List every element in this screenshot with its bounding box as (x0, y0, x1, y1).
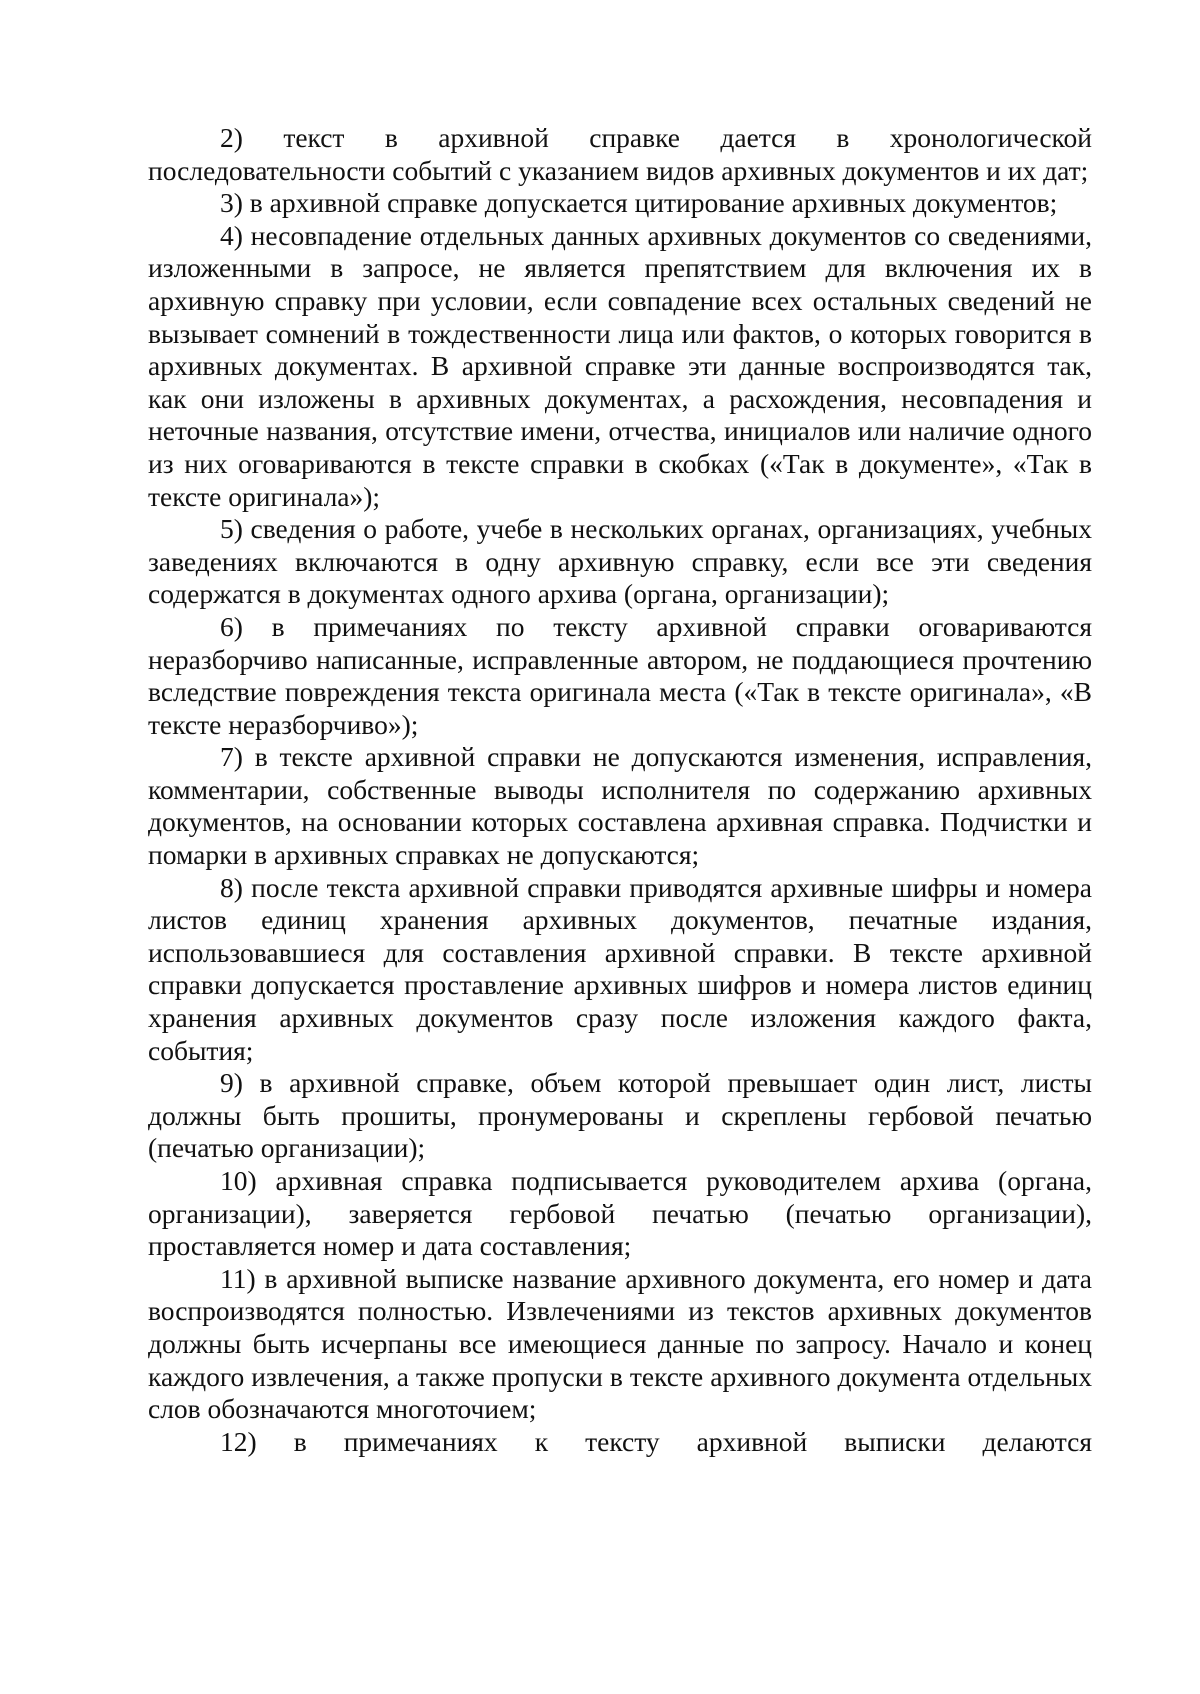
paragraph-item-8: 8) после текста архивной справки приводятся архивные шифры и номера листов единиц хранения архивных документов, печатные издания, использовавшиеся для составления архивной справки. В тексте архивной справки допускается проставление архивных шифров и номера листов единиц хранения архивных документов сразу после изложения каждого факта, события; (148, 871, 1092, 1066)
paragraph-item-4: 4) несовпадение отдельных данных архивных документов со сведениями, изложенными в запросе, не является препятствием для включения их в архивную справку при условии, если совпадение всех остальных сведений не вызывает сомнений в тождественности лица или фактов, о которых говорится в архивных документах. В архивной справке эти данные воспроизводятся так, как они изложены в архивных документах, а расхождения, несовпадения и неточные названия, отсутствие имени, отчества, инициалов или наличие одного из них оговариваются в тексте справки в скобках («Так в документе», «Так в тексте оригинала»); (148, 219, 1092, 512)
paragraph-item-7: 7) в тексте архивной справки не допускаются изменения, исправления, комментарии, собственные выводы исполнителя по содержанию архивных документов, на основании которых составлена архивная справка. Подчистки и помарки в архивных справках не допускаются; (148, 741, 1092, 871)
document-page (148, 122, 1092, 1458)
paragraph-item-5: 5) сведения о работе, учебе в нескольких органах, организациях, учебных заведениях включаются в одну архивную справку, если все эти сведения содержатся в документах одного архива (органа, организации); (148, 513, 1092, 610)
paragraph-item-2: 2) текст в архивной справке дается в хронологической последовательности событий с указанием видов архивных документов и их дат; (148, 122, 1092, 186)
paragraph-item-12: 12) в примечаниях к тексту архивной выписки делаются (220, 1425, 1092, 1457)
paragraph-item-3: 3) в архивной справке допускается цитирование архивных документов; (220, 187, 1058, 219)
paragraph-item-9: 9) в архивной справке, объем которой превышает один лист, листы должны быть прошиты, пронумерованы и скреплены гербовой печатью (печатью организации); (148, 1067, 1092, 1164)
paragraph-item-10: 10) архивная справка подписывается руководителем архива (органа, организации), заверяется гербовой печатью (печатью организации), проставляется номер и дата составления; (148, 1165, 1092, 1262)
paragraph-item-11: 11) в архивной выписке название архивного документа, его номер и дата воспроизводятся полностью. Извлечениями из текстов архивных документов должны быть исчерпаны все имеющиеся данные по запросу. Начало и конец каждого извлечения, а также пропуски в тексте архивного документа отдельных слов обозначаются многоточием; (148, 1262, 1092, 1425)
paragraph-item-6: 6) в примечаниях по тексту архивной справки оговариваются неразборчиво написанные, исправленные автором, не поддающиеся прочтению вследствие повреждения текста оригинала места («Так в тексте оригинала», «В тексте неразборчиво»); (148, 610, 1092, 740)
